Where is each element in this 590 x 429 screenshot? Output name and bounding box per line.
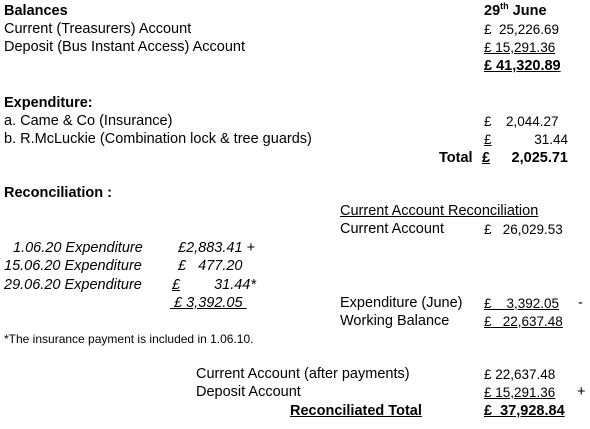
expenditure-item-currency: £ <box>484 114 492 129</box>
date-month: June <box>508 3 547 19</box>
date-day: 29 <box>484 3 501 19</box>
expenditure-item-amount: 31.44 <box>534 132 568 147</box>
recon-row-label: 15.06.20 Expenditure <box>4 258 142 274</box>
expenditure-total-label: Total <box>439 150 473 166</box>
expenditure-heading: Expenditure: <box>4 95 93 111</box>
reconciliation-heading: Reconciliation : <box>4 185 112 201</box>
expenditure-item-amount: 2,044.27 <box>506 114 559 129</box>
expenditure-total-line <box>482 150 568 167</box>
deposit-account-amount: £ 15,291.36 <box>484 40 556 55</box>
current-account-amount: £ 25,226.69 <box>484 22 560 37</box>
reconciliated-total-amount: £ 37,928.84 <box>484 403 565 419</box>
current-recon-label: Current Account <box>340 221 444 237</box>
expenditure-june-label: Expenditure (June) <box>340 295 463 311</box>
expenditure-total-amount: 2,025.71 <box>511 150 568 166</box>
current-recon-amount: £ 26,029.53 <box>484 222 563 237</box>
expenditure-total-currency: £ <box>482 150 491 166</box>
expenditure-june-sign: - <box>578 295 583 311</box>
expenditure-item-label: b. R.McLuckie (Combination lock & tree guards) <box>4 131 312 147</box>
expenditure-june-amount: £ 3,392.05 <box>484 296 560 311</box>
deposit-account-label: Deposit (Bus Instant Access) Account <box>4 39 245 55</box>
recon-row-amount: 31.44* <box>214 277 256 293</box>
working-balance-label: Working Balance <box>340 313 450 329</box>
deposit-final-amount: £ 15,291.36 <box>484 385 556 400</box>
current-recon-title: Current Account Reconciliation <box>340 203 539 219</box>
expenditure-item-amount-line <box>484 131 568 148</box>
recon-sum: £ 3,392.05 <box>170 295 247 311</box>
insurance-footnote: *The insurance payment is included in 1.06.10. <box>4 332 254 346</box>
date-suffix: th <box>500 1 509 12</box>
expenditure-item-currency: £ <box>484 132 492 147</box>
deposit-final-label: Deposit Account <box>196 384 301 400</box>
balances-heading: Balances <box>4 3 68 19</box>
working-balance-amount: £ 22,637.48 <box>484 314 563 329</box>
balances-total: £ 41,320.89 <box>484 58 561 74</box>
recon-row-currency: £ <box>172 277 181 293</box>
expenditure-item-label: a. Came & Co (Insurance) <box>4 113 173 129</box>
reconciliated-total-label: Reconciliated Total <box>290 403 422 419</box>
current-after-amount: £ 22,637.48 <box>484 367 556 382</box>
recon-row-label: 29.06.20 Expenditure <box>4 277 142 293</box>
recon-row-amount-line <box>172 277 256 294</box>
recon-row-label: 1.06.20 Expenditure <box>13 240 143 256</box>
current-account-label: Current (Treasurers) Account <box>4 21 192 37</box>
recon-row-amount: £ 477.20 <box>178 258 243 274</box>
deposit-final-sign: + <box>577 384 586 400</box>
recon-row-amount: £2,883.41 + <box>178 240 256 256</box>
current-after-label: Current Account (after payments) <box>196 366 410 382</box>
balances-date <box>484 3 547 20</box>
